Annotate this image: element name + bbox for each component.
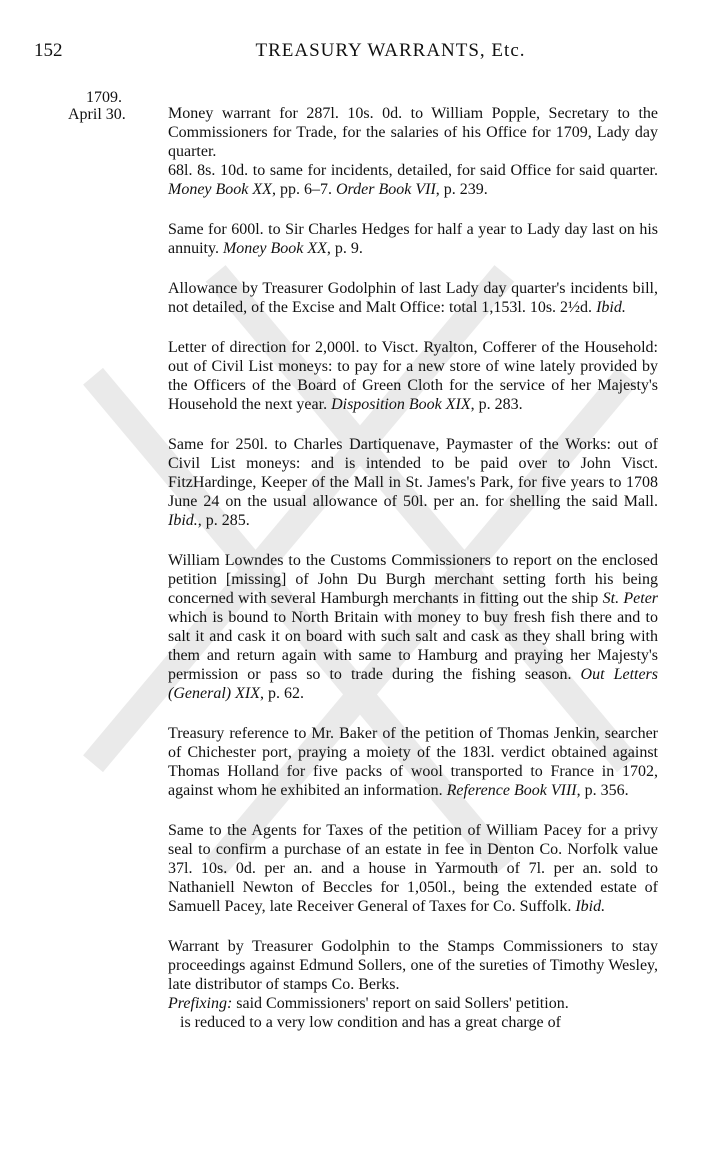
entry-dartiquenave <box>168 435 658 530</box>
page-reference: , pp. 6–7. <box>271 181 332 198</box>
entry-text: Same to the Agents for Taxes of the petition of William Pacey for a privy seal to confirm a purchase of an estate in fee in Denton Co. Norfolk value 37l. 10s. 0d. per an. and a house in Yarmouth of 7l. per an. sold to Nathaniell Newton of Beccles for 1,050l., being the extended estate of Samuell Pacey, late Receiver General of Taxes for Co. Suffolk. <box>168 822 658 915</box>
source-reference: Reference Book VIII <box>446 782 577 799</box>
source-reference: Order Book VII <box>335 181 436 198</box>
source-reference: Ibid. <box>575 898 606 915</box>
entry-hedges-annuity <box>168 220 658 258</box>
entry-lowndes-letter <box>168 551 658 703</box>
entry-text: Allowance by Treasurer Godolphin of last Lady day quarter's incidents bill, not detailed, of the Excise and Malt Office: total 1,153l. 10s. 2½d. <box>168 280 658 316</box>
source-reference: Money Book XX <box>222 240 327 257</box>
entry-text: Treasury reference to Mr. Baker of the petition of Thomas Jenkin, searcher of Chichester port, praying a moiety of the 183l. verdict obtained against Thomas Holland for five packs of wool transported to France in 1702, against whom he exhibited an information. <box>168 725 658 799</box>
entry-sollers-warrant <box>168 937 658 1032</box>
entry-excise-allowance <box>168 279 658 317</box>
prefixing-line <box>168 994 658 1013</box>
entry-text-part: 68l. 8s. 10d. to same for incidents, detailed, for said Office for said quarter. <box>168 162 658 179</box>
entry-text: Letter of direction for 2,000l. to Visct. Ryalton, Cofferer of the Household: out of Civil List moneys: to pay for a new store of wine lately provided by the Officers of the Board of Green Cloth for the service of her Majesty's Household the next year. <box>168 339 658 413</box>
page-number: 152 <box>34 40 63 61</box>
entry-ryalton-letter <box>168 338 658 414</box>
running-title: TREASURY WARRANTS, Etc. <box>255 40 526 61</box>
margin-year: 1709. <box>86 89 122 106</box>
source-reference: Disposition Book XIX <box>331 396 471 413</box>
entry-popple-warrant <box>168 104 658 199</box>
entry-text: William Lowndes to the Customs Commissioners to report on the enclosed petition [missing] of John Du Burgh merchant setting forth his being concerned with several Hamburgh merchants in fitting out the ship <box>168 552 658 607</box>
source-reference: Ibid. <box>168 512 198 529</box>
entry-jenkin-reference <box>168 724 658 800</box>
margin-date: April 30. <box>68 106 126 123</box>
prefixing-text: said Commissioners' report on said Sollers' petition. <box>236 995 569 1012</box>
entry-text: Same for 250l. to Charles Dartiquenave, Paymaster of the Works: out of Civil List moneys: and is intended to be paid over to John Visct. FitzHardinge, Keeper of the Mall in St. James's Park, for five years to 1708 June 24 on the usual allowance of 50l. per an. for shelling the said Mall. <box>168 436 658 510</box>
entry-subtext <box>168 161 658 199</box>
source-reference: Out Letters (General) XIX <box>168 666 659 702</box>
page-reference: , p. 239. <box>435 181 488 198</box>
page-reference: , p. 285. <box>197 512 250 529</box>
source-reference: Ibid. <box>596 299 626 316</box>
source-reference: Money Book XX <box>168 181 272 198</box>
entry-text: which is bound to North Britain with money to buy fresh fish there and to salt it and cask it on board with such salt and cask as they shall bring with them and return again with same to Hamburg and praying her Majesty's permission or pass so to trade during the fishing season. <box>168 609 658 683</box>
entry-text: Money warrant for 287l. 10s. 0d. to William Popple, Secretary to the Commissioners for Trade, for the salaries of his Office for 1709, Lady day quarter. <box>168 105 658 160</box>
entry-pacey-reference <box>168 821 658 916</box>
page-reference: , p. 9. <box>326 240 363 257</box>
prefixing-label: Prefixing: <box>168 995 233 1012</box>
page-reference: , p. 356. <box>576 782 629 799</box>
page-reference: , p. 62. <box>259 685 304 702</box>
entry-text: Same for 600l. to Sir Charles Hedges for half a year to Lady day last on his annuity. <box>168 221 658 257</box>
ship-name: St. Peter <box>602 590 659 607</box>
entry-text: Warrant by Treasurer Godolphin to the Stamps Commissioners to stay proceedings against Edmund Sollers, one of the sureties of Timothy Wesley, late distributor of stamps Co. Berks. <box>168 938 658 993</box>
page-reference: , p. 283. <box>470 396 523 413</box>
continuation-text: is reduced to a very low condition and has a great charge of <box>180 1014 561 1031</box>
document-body <box>168 104 658 1053</box>
